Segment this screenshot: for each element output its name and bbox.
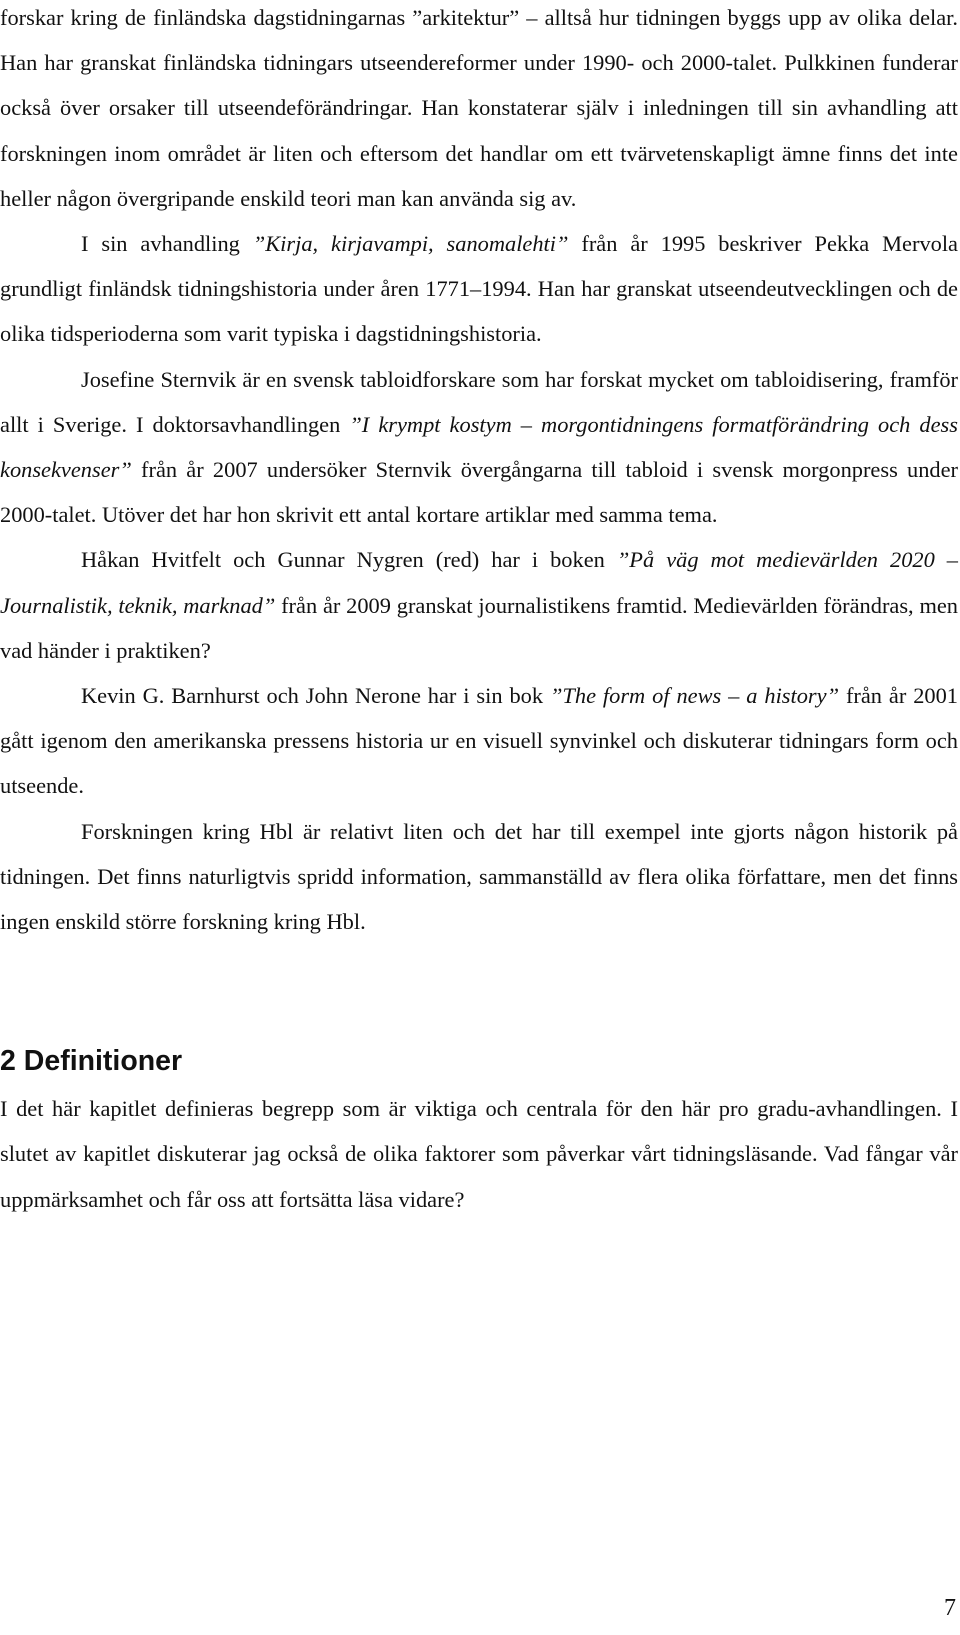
paragraph-barnhurst-nerone [0,673,958,809]
paragraph-hvitfelt-nygren [0,537,958,673]
paragraph-continuation [0,0,958,221]
book-title-italic: ”I krympt kostym – morgontidningens formatförändring och dess konsekvenser” [0,411,958,483]
paragraph-hbl-research [0,809,958,945]
book-title-italic: ”Kirja, kirjavampi, sanomalehti” [252,231,569,257]
paragraph-text: Kevin G. Barnhurst och John Nerone har i sin bok [81,683,550,709]
paragraph-text: Josefine Sternvik är en svensk tabloidforskare som har forskat mycket om tabloidisering, framför allt i Sverige. I doktorsavhandlingen [0,366,958,437]
paragraph-text: från år 2009 granskat journalistikens framtid. Medievärlden förändras, men vad händer i praktiken? [0,592,959,663]
page-number: 7 [944,1595,956,1621]
book-title-italic: ”The form of news – a history” [549,683,840,709]
paragraph-text: I sin avhandling [81,231,253,257]
paragraph-text: Håkan Hvitfelt och Gunnar Nygren (red) har i boken [81,547,617,573]
paragraph-mervola [0,221,958,357]
section-heading: 2 Definitioner [0,1045,183,1078]
book-title-italic: ”På väg mot medievärlden 2020 – Journalistik, teknik, marknad” [0,547,958,618]
paragraph-text: från år 1995 beskriver Pekka Mervola grundligt finländsk tidningshistoria under åren 1771–1994. Han har granskat utseendeutvecklingen och de olika tidsperioderna som varit typiska i dagstidningshistoria. [0,231,958,347]
section-spacer [0,944,958,1041]
paragraph-text: forskar kring de finländska dagstidningarnas ”arkitektur” – alltså hur tidningen byggs upp av olika delar. Han har granskat finländska tidningars utseendereformer under 1990- och 2000-talet. Pulkkinen funderar också över orsaker till utseendeförändringar. Han konstaterar själv i inledningen till sin avhandling att forskningen inom området är liten och eftersom det handlar om ett tvärvetenskapligt ämne finns det inte heller någon övergripande enskild teori man kan använda sig av. [0,5,958,211]
paragraph-sternvik [0,357,958,538]
paragraph-definitions-intro: I det här kapitlet definieras begrepp som är viktiga och centrala för den här pro gradu-avhandlingen. I slutet av kapitlet diskuterar jag också de olika faktorer som påverkar vårt tidningsläsande. Vad fångar vår uppmärksamhet och får oss att fortsätta läsa vidare? [0,1096,958,1212]
paragraph-text: från år 2007 undersöker Sternvik övergångarna till tabloid i svensk morgonpress under 2000-talet. Utöver det har hon skrivit ett antal kortare artiklar med samma tema. [0,457,958,528]
paragraph-text: Forskningen kring Hbl är relativt liten och det har till exempel inte gjorts någon historik på tidningen. Det finns naturligtvis spridd information, sammanställd av flera olika författare, men det finns ingen enskild större forskning kring Hbl. [0,818,958,935]
paragraph-text: från år 2001 gått igenom den amerikanska pressens historia ur en visuell synvinkel och diskuterar tidningars form och utseende. [0,683,958,799]
